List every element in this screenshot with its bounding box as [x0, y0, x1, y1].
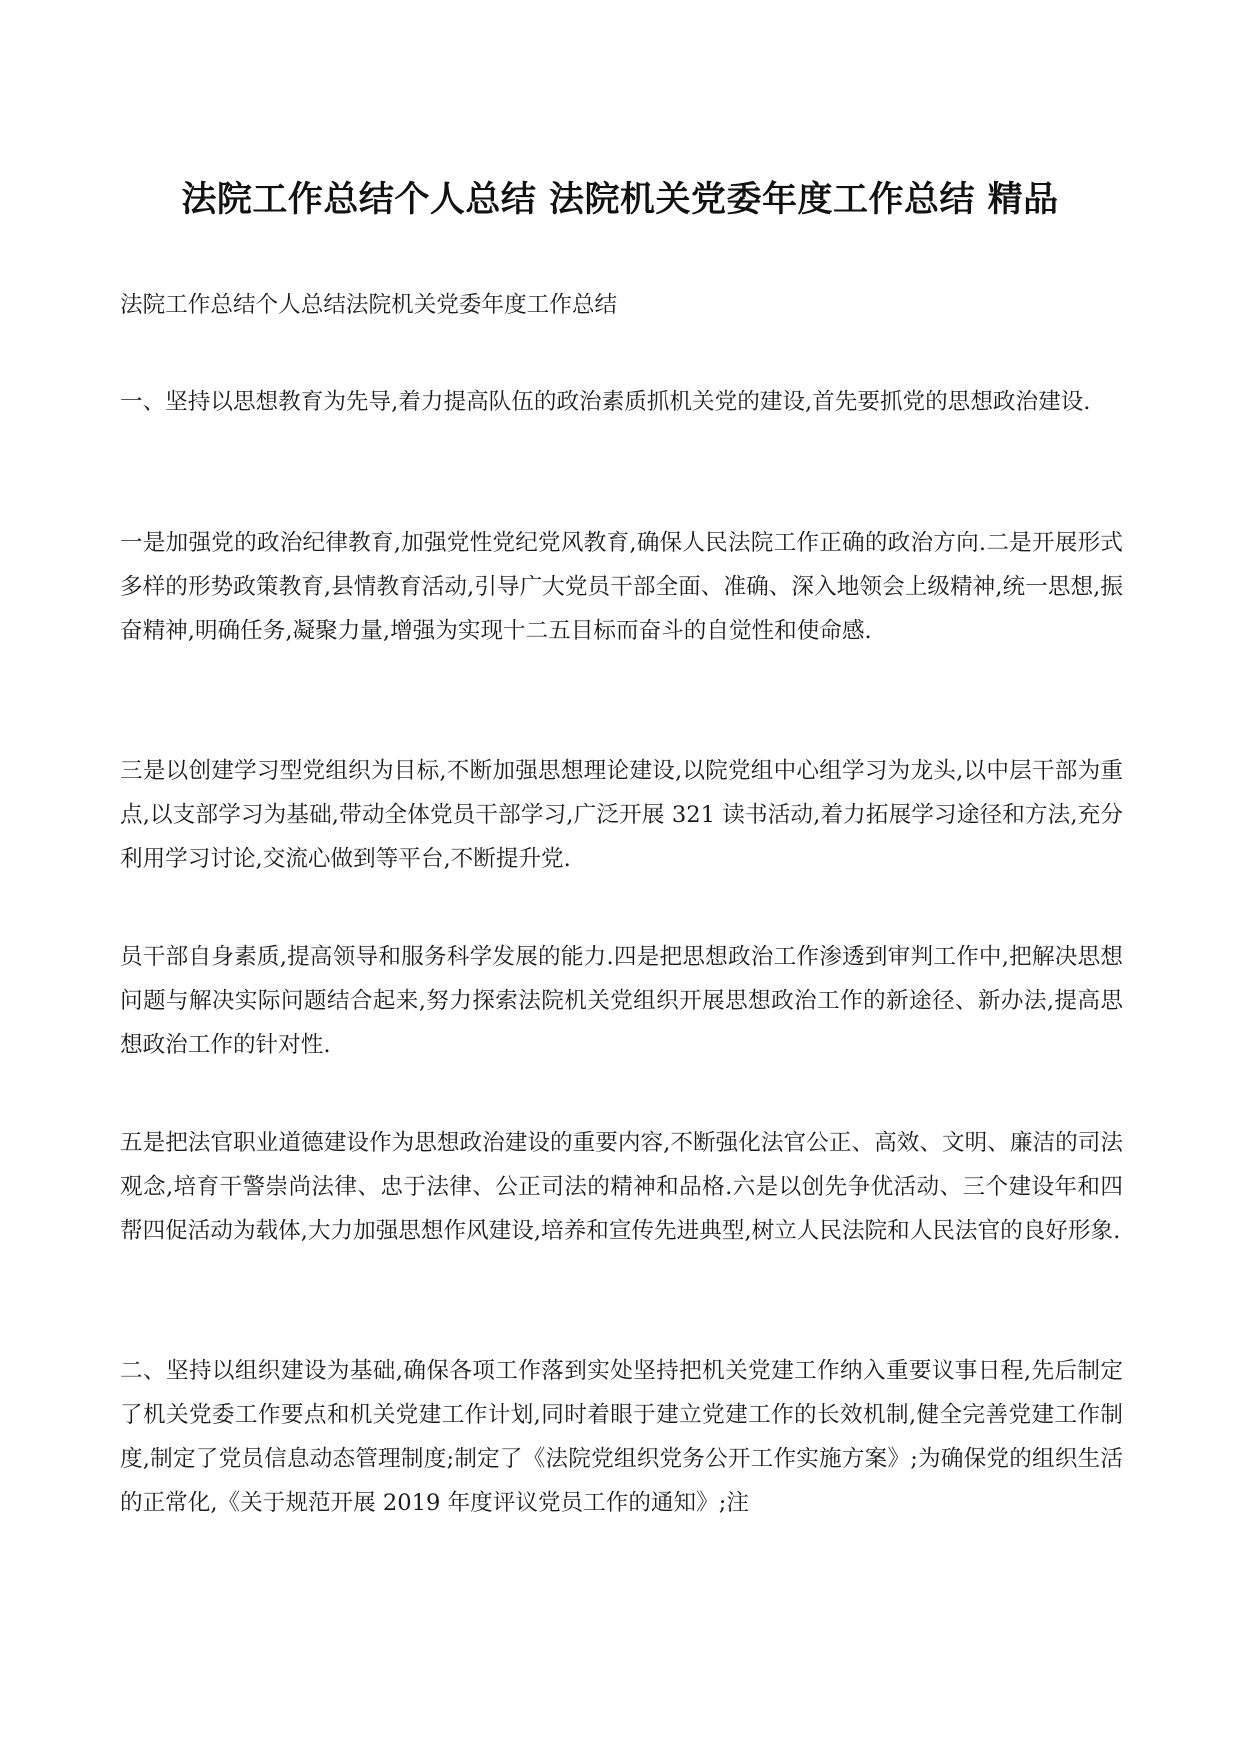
document-title: 法院工作总结个人总结 法院机关党委年度工作总结 精品 [181, 180, 1059, 221]
paragraph-3: 三是以创建学习型党组织为目标,不断加强思想理论建设,以院党组中心组学习为龙头,以中层干部为重点,以支部学习为基础,带动全体党员干部学习,广泛开展 321 读书活动,着力拓展学习途径和方法,充分利用学习讨论,交流心做到等平台,不断提升党. [120, 758, 1123, 872]
paragraph-6: 二、坚持以组织建设为基础,确保各项工作落到实处坚持把机关党建工作纳入重要议事日程,先后制定了机关党委工作要点和机关党建工作计划,同时着眼于建立党建工作的长效机制,健全完善党建工作制度,制定了党员信息动态管理制度;制定了《法院党组织党务公开工作实施方案》;为确保党的组织生活的正常化,《关于规范开展 2019 年度评议党员工作的通知》;注 [120, 1358, 1123, 1516]
paragraph-1: 一、坚持以思想教育为先导,着力提高队伍的政治素质抓机关党的建设,首先要抓党的思想政治建设. [120, 389, 1091, 415]
document-subtitle: 法院工作总结个人总结法院机关党委年度工作总结 [120, 292, 618, 318]
paragraph-4: 员干部自身素质,提高领导和服务科学发展的能力.四是把思想政治工作渗透到审判工作中,把解决思想问题与解决实际问题结合起来,努力探索法院机关党组织开展思想政治工作的新途径、新办法,提高思想政治工作的针对性. [120, 944, 1123, 1058]
paragraph-2: 一是加强党的政治纪律教育,加强党性党纪党风教育,确保人民法院工作正确的政治方向.二是开展形式多样的形势政策教育,县情教育活动,引导广大党员干部全面、准确、深入地领会上级精神,统一思想,振奋精神,明确任务,凝聚力量,增强为实现十二五目标而奋斗的自觉性和使命感. [120, 530, 1123, 644]
paragraph-5: 五是把法官职业道德建设作为思想政治建设的重要内容,不断强化法官公正、高效、文明、廉洁的司法观念,培育干警崇尚法律、忠于法律、公正司法的精神和品格.六是以创先争优活动、三个建设年和四帮四促活动为载体,大力加强思想作风建设,培养和宣传先进典型,树立人民法院和人民法官的良好形象. [120, 1130, 1123, 1244]
